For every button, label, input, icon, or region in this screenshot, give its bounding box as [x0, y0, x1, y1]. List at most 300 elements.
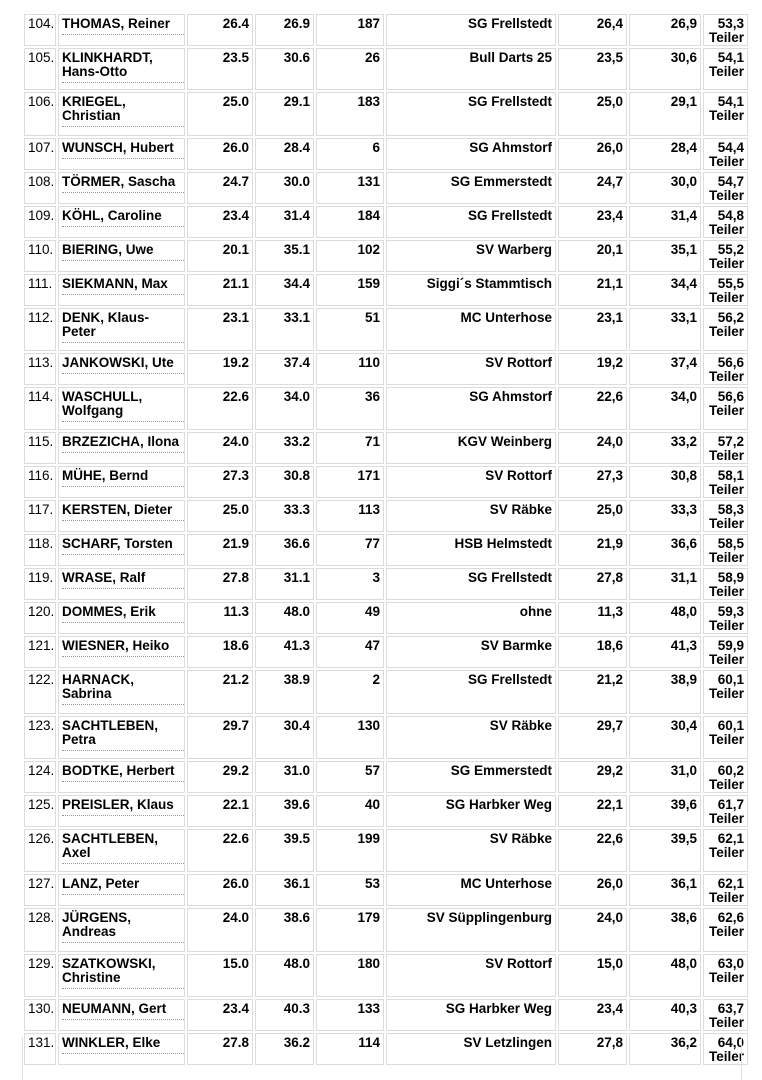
- club-cell: SG Frellstedt: [386, 206, 556, 238]
- start-number-cell: 102: [316, 240, 384, 272]
- start-number-cell: 53: [316, 874, 384, 906]
- score-2-cell: 36.2: [255, 1033, 314, 1065]
- score-1-cell: 22.6: [187, 387, 253, 430]
- start-number-cell: 3: [316, 568, 384, 600]
- table-row: [24, 466, 748, 498]
- score-1-cell: 27.8: [187, 1033, 253, 1065]
- teiler-cell: [703, 353, 748, 385]
- score-2-repeat-cell: 31,4: [629, 206, 701, 238]
- start-number-cell: 40: [316, 795, 384, 827]
- rank-cell: 106.: [24, 92, 56, 136]
- start-number-cell: 184: [316, 206, 384, 238]
- teiler-label: Teiler: [708, 890, 744, 905]
- teiler-cell: [703, 138, 748, 170]
- shooter-name: SIEKMANN, Max: [62, 276, 168, 291]
- score-2-repeat-cell: 30,4: [629, 716, 701, 759]
- teiler-cell: [703, 534, 748, 566]
- table-row: [24, 240, 748, 272]
- score-2-repeat-cell: 38,9: [629, 670, 701, 714]
- score-2-cell: 30.8: [255, 466, 314, 498]
- teiler-cell: [703, 795, 748, 827]
- dotted-divider: [62, 750, 184, 751]
- score-1-cell: 21.2: [187, 670, 253, 714]
- score-2-cell: 34.4: [255, 274, 314, 306]
- score-2-repeat-cell: 41,3: [629, 636, 701, 668]
- dotted-divider: [62, 894, 184, 895]
- score-1-cell: 23.5: [187, 48, 253, 90]
- teiler-label: Teiler: [708, 970, 744, 985]
- score-1-cell: 15.0: [187, 954, 253, 997]
- teiler-cell: [703, 999, 748, 1031]
- dotted-divider: [62, 158, 184, 159]
- start-number-cell: 77: [316, 534, 384, 566]
- teiler-label: Teiler: [708, 188, 744, 203]
- rank-cell: 118.: [24, 534, 56, 566]
- club-cell: SV Räbke: [386, 716, 556, 759]
- club-cell: Siggi´s Stammtisch: [386, 274, 556, 306]
- dotted-divider: [62, 815, 184, 816]
- teiler-cell: [703, 466, 748, 498]
- teiler-value: 58,5: [717, 536, 744, 551]
- score-2-cell: 48.0: [255, 602, 314, 634]
- dotted-divider: [62, 34, 184, 35]
- rank-cell: 105.: [24, 48, 56, 90]
- rank-cell: 115.: [24, 432, 56, 464]
- score-1-repeat-cell: 23,4: [558, 999, 627, 1031]
- name-cell: [58, 48, 185, 90]
- rank-cell: 119.: [24, 568, 56, 600]
- name-cell: [58, 308, 185, 351]
- score-1-repeat-cell: 27,3: [558, 466, 627, 498]
- teiler-cell: [703, 240, 748, 272]
- club-cell: SV Süpplingenburg: [386, 908, 556, 952]
- score-2-repeat-cell: 33,1: [629, 308, 701, 351]
- rank-cell: 130.: [24, 999, 56, 1031]
- rank-cell: 109.: [24, 206, 56, 238]
- club-cell: SV Räbke: [386, 500, 556, 532]
- teiler-cell: [703, 954, 748, 997]
- teiler-value: 58,1: [717, 468, 744, 483]
- club-cell: MC Unterhose: [386, 308, 556, 351]
- teiler-cell: [703, 274, 748, 306]
- shooter-name: SZATKOWSKI, Christine: [62, 956, 156, 985]
- teiler-label: Teiler: [708, 618, 744, 633]
- shooter-name: BIERING, Uwe: [62, 242, 154, 257]
- table-row: [24, 500, 748, 532]
- score-1-repeat-cell: 24,0: [558, 432, 627, 464]
- dotted-divider: [62, 520, 184, 521]
- start-number-cell: 199: [316, 829, 384, 872]
- name-cell: [58, 568, 185, 600]
- dotted-divider: [62, 942, 184, 943]
- start-number-cell: 6: [316, 138, 384, 170]
- shooter-name: SCHARF, Torsten: [62, 536, 173, 551]
- teiler-label: Teiler: [708, 686, 744, 701]
- name-cell: [58, 795, 185, 827]
- score-1-cell: 26.0: [187, 874, 253, 906]
- score-2-repeat-cell: 30,0: [629, 172, 701, 204]
- name-cell: [58, 670, 185, 714]
- teiler-label: Teiler: [708, 369, 744, 384]
- teiler-cell: [703, 48, 748, 90]
- table-row: [24, 14, 748, 46]
- table-row: [24, 716, 748, 759]
- teiler-cell: [703, 636, 748, 668]
- score-2-cell: 40.3: [255, 999, 314, 1031]
- shooter-name: BODTKE, Herbert: [62, 763, 175, 778]
- score-2-cell: 33.2: [255, 432, 314, 464]
- score-2-repeat-cell: 40,3: [629, 999, 701, 1031]
- start-number-cell: 180: [316, 954, 384, 997]
- rank-cell: 116.: [24, 466, 56, 498]
- dotted-divider: [62, 452, 184, 453]
- score-2-repeat-cell: 31,1: [629, 568, 701, 600]
- score-1-repeat-cell: 23,1: [558, 308, 627, 351]
- score-2-cell: 33.1: [255, 308, 314, 351]
- club-cell: SG Frellstedt: [386, 14, 556, 46]
- name-cell: [58, 14, 185, 46]
- table-row: [24, 568, 748, 600]
- teiler-cell: [703, 500, 748, 532]
- start-number-cell: 110: [316, 353, 384, 385]
- score-2-cell: 39.5: [255, 829, 314, 872]
- score-2-repeat-cell: 36,6: [629, 534, 701, 566]
- table-row: [24, 602, 748, 634]
- shooter-name: KERSTEN, Dieter: [62, 502, 173, 517]
- dotted-divider: [62, 588, 184, 589]
- rank-cell: 107.: [24, 138, 56, 170]
- name-cell: [58, 92, 185, 136]
- club-cell: HSB Helmstedt: [386, 534, 556, 566]
- club-cell: SV Letzlingen: [386, 1033, 556, 1065]
- teiler-cell: [703, 829, 748, 872]
- shooter-name: JÜRGENS, Andreas: [62, 910, 132, 939]
- score-2-cell: 38.6: [255, 908, 314, 952]
- score-2-cell: 37.4: [255, 353, 314, 385]
- start-number-cell: 47: [316, 636, 384, 668]
- score-1-repeat-cell: 27,8: [558, 1033, 627, 1065]
- score-1-repeat-cell: 23,4: [558, 206, 627, 238]
- teiler-cell: [703, 387, 748, 430]
- teiler-label: Teiler: [708, 584, 744, 599]
- score-2-repeat-cell: 34,4: [629, 274, 701, 306]
- shooter-name: KÖHL, Caroline: [62, 208, 162, 223]
- dotted-divider: [62, 988, 184, 989]
- score-1-repeat-cell: 29,2: [558, 761, 627, 793]
- score-2-repeat-cell: 30,8: [629, 466, 701, 498]
- dotted-divider: [62, 704, 184, 705]
- teiler-label: Teiler: [708, 811, 744, 826]
- score-1-cell: 19.2: [187, 353, 253, 385]
- name-cell: [58, 716, 185, 759]
- club-cell: SG Emmerstedt: [386, 761, 556, 793]
- score-1-repeat-cell: 24,0: [558, 908, 627, 952]
- teiler-value: 60,1: [717, 718, 744, 733]
- teiler-value: 56,2: [717, 310, 744, 325]
- dotted-divider: [62, 421, 184, 422]
- teiler-label: Teiler: [708, 154, 744, 169]
- table-row: [24, 908, 748, 952]
- teiler-value: 54,1: [717, 94, 744, 109]
- score-1-repeat-cell: 26,0: [558, 138, 627, 170]
- name-cell: [58, 829, 185, 872]
- teiler-value: 54,4: [717, 140, 744, 155]
- start-number-cell: 26: [316, 48, 384, 90]
- score-1-cell: 25.0: [187, 92, 253, 136]
- score-1-cell: 26.4: [187, 14, 253, 46]
- club-cell: SV Rottorf: [386, 466, 556, 498]
- teiler-label: Teiler: [708, 448, 744, 463]
- start-number-cell: 130: [316, 716, 384, 759]
- teiler-label: Teiler: [708, 30, 744, 45]
- teiler-cell: [703, 874, 748, 906]
- table-row: [24, 172, 748, 204]
- table-body: [24, 14, 748, 1065]
- score-2-repeat-cell: 39,5: [629, 829, 701, 872]
- teiler-label: Teiler: [708, 64, 744, 79]
- teiler-value: 64,0: [717, 1035, 744, 1050]
- start-number-cell: 57: [316, 761, 384, 793]
- teiler-cell: [703, 716, 748, 759]
- score-2-cell: 28.4: [255, 138, 314, 170]
- score-2-repeat-cell: 29,1: [629, 92, 701, 136]
- teiler-cell: [703, 432, 748, 464]
- teiler-cell: [703, 602, 748, 634]
- rank-cell: 104.: [24, 14, 56, 46]
- name-cell: [58, 206, 185, 238]
- rank-cell: 117.: [24, 500, 56, 532]
- club-cell: SV Räbke: [386, 829, 556, 872]
- start-number-cell: 113: [316, 500, 384, 532]
- name-cell: [58, 138, 185, 170]
- rank-cell: 124.: [24, 761, 56, 793]
- shooter-name: WRASE, Ralf: [62, 570, 146, 585]
- teiler-value: 54,8: [717, 208, 744, 223]
- name-cell: [58, 999, 185, 1031]
- rank-cell: 131.: [24, 1033, 56, 1065]
- start-number-cell: 179: [316, 908, 384, 952]
- rank-cell: 120.: [24, 602, 56, 634]
- score-1-repeat-cell: 11,3: [558, 602, 627, 634]
- score-2-cell: 36.1: [255, 874, 314, 906]
- rank-cell: 113.: [24, 353, 56, 385]
- score-2-repeat-cell: 33,2: [629, 432, 701, 464]
- score-2-cell: 33.3: [255, 500, 314, 532]
- dotted-divider: [62, 781, 184, 782]
- score-2-cell: 38.9: [255, 670, 314, 714]
- teiler-label: Teiler: [708, 732, 744, 747]
- score-1-repeat-cell: 25,0: [558, 92, 627, 136]
- teiler-value: 62,1: [717, 876, 744, 891]
- name-cell: [58, 874, 185, 906]
- score-2-cell: 30.0: [255, 172, 314, 204]
- score-1-repeat-cell: 20,1: [558, 240, 627, 272]
- dotted-divider: [62, 863, 184, 864]
- name-cell: [58, 908, 185, 952]
- score-2-cell: 31.4: [255, 206, 314, 238]
- teiler-value: 63,0: [717, 956, 744, 971]
- score-2-cell: 29.1: [255, 92, 314, 136]
- teiler-cell: [703, 308, 748, 351]
- rank-cell: 112.: [24, 308, 56, 351]
- shooter-name: DENK, Klaus-Peter: [62, 310, 150, 339]
- score-2-repeat-cell: 31,0: [629, 761, 701, 793]
- table-row: [24, 534, 748, 566]
- score-1-cell: 29.7: [187, 716, 253, 759]
- score-1-cell: 18.6: [187, 636, 253, 668]
- table-row: [24, 761, 748, 793]
- score-1-repeat-cell: 24,7: [558, 172, 627, 204]
- teiler-value: 54,1: [717, 50, 744, 65]
- club-cell: SV Rottorf: [386, 954, 556, 997]
- teiler-cell: [703, 14, 748, 46]
- teiler-value: 58,9: [717, 570, 744, 585]
- name-cell: [58, 387, 185, 430]
- score-2-cell: 30.4: [255, 716, 314, 759]
- shooter-name: HARNACK, Sabrina: [62, 672, 134, 701]
- page-footer-band: [22, 1037, 742, 1080]
- score-1-repeat-cell: 18,6: [558, 636, 627, 668]
- shooter-name: TÖRMER, Sascha: [62, 174, 176, 189]
- shooter-name: LANZ, Peter: [62, 876, 140, 891]
- name-cell: [58, 172, 185, 204]
- name-cell: [58, 636, 185, 668]
- shooter-name: BRZEZICHA, Ilona: [62, 434, 179, 449]
- table-row: [24, 92, 748, 136]
- score-1-cell: 23.4: [187, 206, 253, 238]
- teiler-value: 57,2: [717, 434, 744, 449]
- shooter-name: KRIEGEL, Christian: [62, 94, 126, 123]
- rank-cell: 127.: [24, 874, 56, 906]
- teiler-value: 55,2: [717, 242, 744, 257]
- score-2-repeat-cell: 37,4: [629, 353, 701, 385]
- teiler-label: Teiler: [708, 290, 744, 305]
- table-row: [24, 954, 748, 997]
- teiler-label: Teiler: [708, 1049, 744, 1064]
- dotted-divider: [62, 342, 184, 343]
- teiler-value: 60,2: [717, 763, 744, 778]
- score-2-repeat-cell: 48,0: [629, 602, 701, 634]
- rank-cell: 129.: [24, 954, 56, 997]
- club-cell: SG Ahmstorf: [386, 387, 556, 430]
- shooter-name: KLINKHARDT, Hans-Otto: [62, 50, 153, 79]
- shooter-name: WUNSCH, Hubert: [62, 140, 174, 155]
- shooter-name: MÜHE, Bernd: [62, 468, 149, 483]
- rank-cell: 110.: [24, 240, 56, 272]
- table-row: [24, 353, 748, 385]
- teiler-value: 53,3: [717, 16, 744, 31]
- score-1-cell: 21.9: [187, 534, 253, 566]
- teiler-value: 59,9: [717, 638, 744, 653]
- teiler-label: Teiler: [708, 924, 744, 939]
- rank-cell: 126.: [24, 829, 56, 872]
- score-1-repeat-cell: 26,4: [558, 14, 627, 46]
- teiler-cell: [703, 568, 748, 600]
- teiler-label: Teiler: [708, 1015, 744, 1030]
- score-2-cell: 39.6: [255, 795, 314, 827]
- score-1-cell: 25.0: [187, 500, 253, 532]
- start-number-cell: 114: [316, 1033, 384, 1065]
- name-cell: [58, 466, 185, 498]
- club-cell: MC Unterhose: [386, 874, 556, 906]
- shooter-name: WINKLER, Elke: [62, 1035, 161, 1050]
- teiler-cell: [703, 206, 748, 238]
- teiler-label: Teiler: [708, 324, 744, 339]
- rank-cell: 121.: [24, 636, 56, 668]
- teiler-value: 62,6: [717, 910, 744, 925]
- teiler-value: 56,6: [717, 389, 744, 404]
- teiler-label: Teiler: [708, 652, 744, 667]
- score-1-repeat-cell: 26,0: [558, 874, 627, 906]
- club-cell: SG Ahmstorf: [386, 138, 556, 170]
- score-2-repeat-cell: 48,0: [629, 954, 701, 997]
- shooter-name: WIESNER, Heiko: [62, 638, 170, 653]
- teiler-cell: [703, 92, 748, 136]
- score-1-repeat-cell: 27,8: [558, 568, 627, 600]
- shooter-name: JANKOWSKI, Ute: [62, 355, 174, 370]
- score-2-repeat-cell: 26,9: [629, 14, 701, 46]
- club-cell: SV Warberg: [386, 240, 556, 272]
- teiler-cell: [703, 670, 748, 714]
- club-cell: SV Rottorf: [386, 353, 556, 385]
- teiler-label: Teiler: [708, 108, 744, 123]
- score-2-cell: 41.3: [255, 636, 314, 668]
- start-number-cell: 133: [316, 999, 384, 1031]
- teiler-label: Teiler: [708, 403, 744, 418]
- score-1-cell: 20.1: [187, 240, 253, 272]
- club-cell: SG Harbker Weg: [386, 795, 556, 827]
- start-number-cell: 51: [316, 308, 384, 351]
- dotted-divider: [62, 226, 184, 227]
- teiler-value: 63,7: [717, 1001, 744, 1016]
- score-2-repeat-cell: 28,4: [629, 138, 701, 170]
- score-1-cell: 24.7: [187, 172, 253, 204]
- score-2-cell: 34.0: [255, 387, 314, 430]
- shooter-name: SACHTLEBEN, Axel: [62, 831, 159, 860]
- score-2-cell: 48.0: [255, 954, 314, 997]
- teiler-label: Teiler: [708, 550, 744, 565]
- table-row: [24, 48, 748, 90]
- club-cell: SG Harbker Weg: [386, 999, 556, 1031]
- teiler-value: 58,3: [717, 502, 744, 517]
- shooter-name: WASCHULL, Wolfgang: [62, 389, 143, 418]
- start-number-cell: 49: [316, 602, 384, 634]
- dotted-divider: [62, 126, 184, 127]
- score-2-repeat-cell: 35,1: [629, 240, 701, 272]
- teiler-value: 60,1: [717, 672, 744, 687]
- shooter-name: PREISLER, Klaus: [62, 797, 174, 812]
- club-cell: KGV Weinberg: [386, 432, 556, 464]
- club-cell: SG Frellstedt: [386, 670, 556, 714]
- teiler-label: Teiler: [708, 482, 744, 497]
- score-1-repeat-cell: 22,1: [558, 795, 627, 827]
- score-1-repeat-cell: 21,9: [558, 534, 627, 566]
- score-1-repeat-cell: 25,0: [558, 500, 627, 532]
- score-1-repeat-cell: 29,7: [558, 716, 627, 759]
- rank-cell: 122.: [24, 670, 56, 714]
- score-1-cell: 26.0: [187, 138, 253, 170]
- dotted-divider: [62, 554, 184, 555]
- dotted-divider: [62, 486, 184, 487]
- name-cell: [58, 274, 185, 306]
- score-1-cell: 22.6: [187, 829, 253, 872]
- teiler-value: 62,1: [717, 831, 744, 846]
- start-number-cell: 2: [316, 670, 384, 714]
- shooter-name: DOMMES, Erik: [62, 604, 156, 619]
- rank-cell: 108.: [24, 172, 56, 204]
- results-table: [22, 12, 750, 1067]
- score-1-repeat-cell: 15,0: [558, 954, 627, 997]
